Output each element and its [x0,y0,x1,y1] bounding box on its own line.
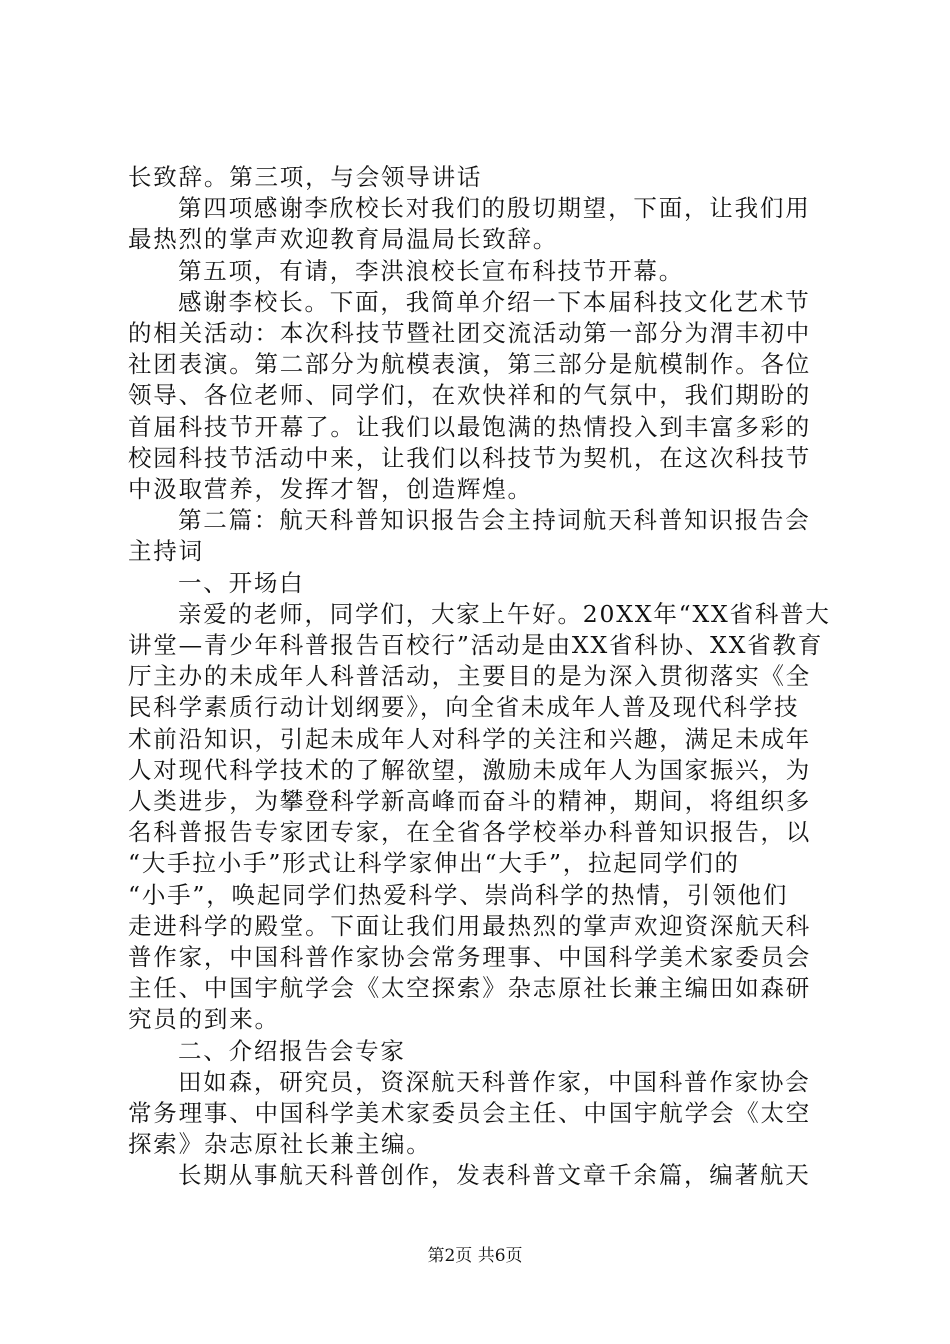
paragraph-line: 校园科技节活动中来，让我们以科技节为契机，在这次科技节 [128,443,812,472]
paragraph-line: 的相关活动：本次科技节暨社团交流活动第一部分为渭丰初中 [128,319,812,347]
section-heading-line: 主持词 [128,537,204,566]
paragraph-line: 感谢李校长。下面，我简单介绍一下本届科技文化艺术节 [178,287,811,316]
paragraph-line: 首届科技节开幕了。让我们以最饱满的热情投入到丰富多彩的 [128,412,812,441]
paragraph-line: 人类进步，为攀登科学新高峰而奋斗的精神，期间，将组织多 [128,787,812,815]
paragraph-line: 讲堂—青少年科普报告百校行”活动是由XX省科协、XX省教育 [128,631,824,659]
subheading: 一、开场白 [178,568,305,597]
paragraph-line: 人对现代科学技术的了解欲望，激励未成年人为国家振兴，为 [128,755,812,784]
paragraph-line: 走进科学的殿堂。下面让我们用最热烈的掌声欢迎资深航天科 [128,911,812,940]
paragraph-line: 亲爱的老师，同学们，大家上午好。20XX年“XX省科普大 [178,599,831,628]
paragraph-line: 最热烈的掌声欢迎教育局温局长致辞。 [128,225,559,254]
paragraph-line: 究员的到来。 [128,1005,280,1034]
paragraph-line: 民科学素质行动计划纲要》，向全省未成年人普及现代科学技 [128,693,800,722]
paragraph-line: 社团表演。第二部分为航模表演，第三部分是航模制作。各位 [128,350,812,379]
paragraph-line: 田如森，研究员，资深航天科普作家，中国科普作家协会 [178,1067,811,1096]
paragraph-line: 常务理事、中国科学美术家委员会主任、中国宇航学会《太空 [128,1099,812,1127]
paragraph-line: 探索》杂志原社长兼主编。 [128,1130,432,1159]
paragraph-line: 领导、各位老师、同学们，在欢快祥和的气氛中，我们期盼的 [128,381,812,410]
paragraph-line: “小手”，唤起同学们热爱科学、崇尚科学的热情，引领他们 [128,880,789,909]
paragraph-line: 中汲取营养，发挥才智，创造辉煌。 [128,475,533,503]
page-number-footer: 第2页 共6页 [427,1246,523,1266]
paragraph-line: 普作家，中国科普作家协会常务理事、中国科学美术家委员会 [128,943,812,971]
paragraph-line: 长致辞。第三项，与会领导讲话 [128,163,483,191]
subheading: 二、介绍报告会专家 [178,1036,406,1065]
paragraph-line: 第五项，有请，李洪浪校长宣布科技节开幕。 [178,256,684,285]
paragraph-line: 术前沿知识，引起未成年人对科学的关注和兴趣，满足未成年 [128,724,812,753]
paragraph-line: 厅主办的未成年人科普活动，主要目的是为深入贯彻落实《全 [128,662,812,691]
paragraph-line: 第四项感谢李欣校长对我们的殷切期望，下面，让我们用 [178,194,811,223]
paragraph-line: 名科普报告专家团专家，在全省各学校举办科普知识报告，以 [128,818,812,847]
section-heading-line: 第二篇：航天科普知识报告会主持词航天科普知识报告会 [178,506,811,535]
paragraph-line: 长期从事航天科普创作，发表科普文章千余篇，编著航天 [178,1161,811,1190]
paragraph-line: 主任、中国宇航学会《太空探索》杂志原社长兼主编田如森研 [128,974,812,1003]
paragraph-line: “大手拉小手”形式让科学家伸出“大手”，拉起同学们的 [128,849,740,878]
